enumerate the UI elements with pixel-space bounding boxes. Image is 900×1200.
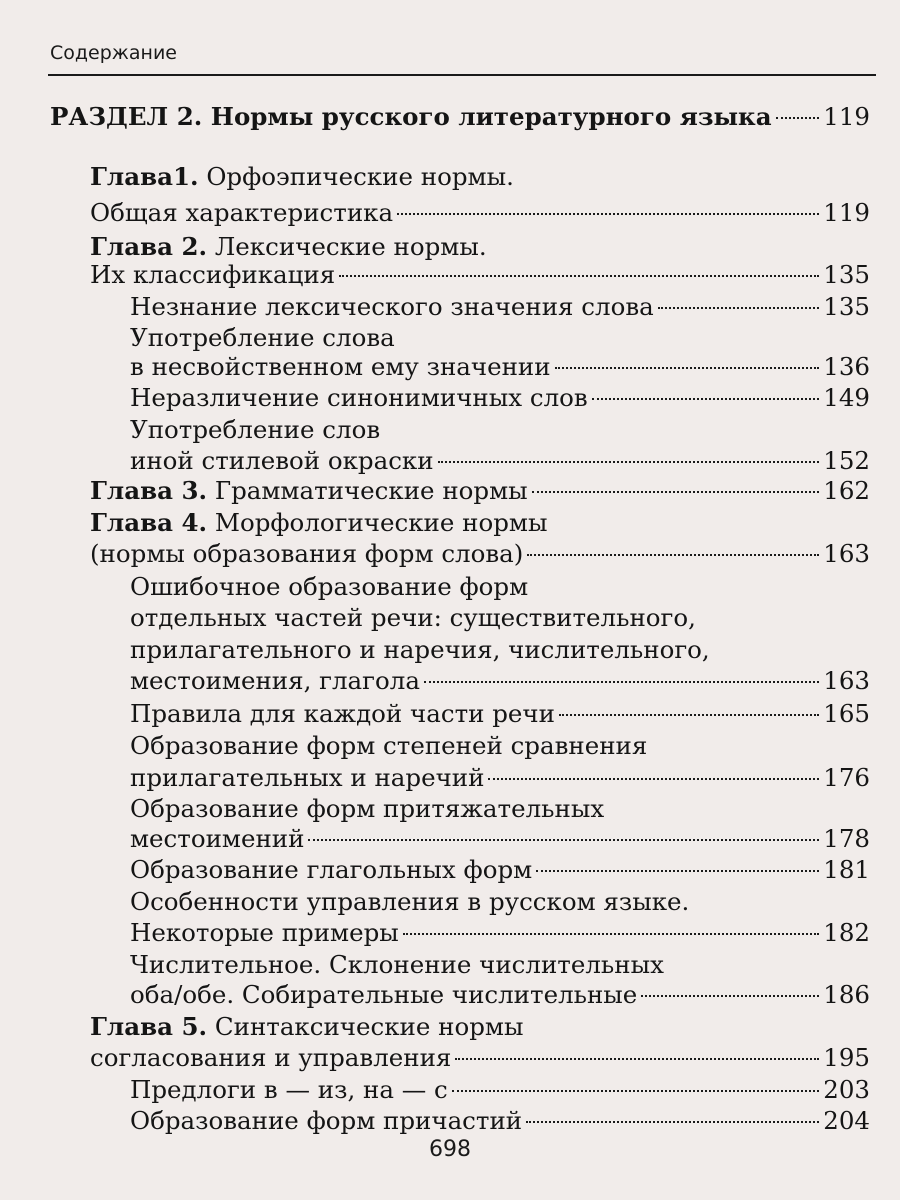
toc-entry-text: Употребление слова — [130, 323, 395, 352]
toc-page-number: 163 — [823, 539, 870, 568]
leader-dots — [641, 994, 819, 997]
toc-entry — [130, 413, 380, 447]
running-title: Содержание — [50, 42, 177, 64]
toc-page-number: 119 — [823, 102, 870, 131]
leader-dots — [536, 869, 819, 872]
toc-entry-chapter — [90, 1010, 523, 1044]
leader-dots — [438, 460, 820, 463]
leader-dots — [455, 1057, 819, 1060]
toc-entry-text: местоимения, глагола — [130, 666, 420, 695]
toc-page-number: 181 — [823, 855, 870, 884]
toc-page-number: 178 — [823, 824, 870, 853]
toc-entry-text: прилагательных и наречий — [130, 763, 485, 792]
toc-entry-text: согласования и управления — [90, 1043, 452, 1072]
toc-page-number: 203 — [823, 1075, 870, 1104]
toc-entry-text: Незнание лексического значения слова — [130, 292, 654, 321]
toc-page-number: 119 — [823, 198, 870, 227]
toc-page-number: 186 — [823, 980, 870, 1009]
toc-entry — [90, 537, 870, 571]
header-rule — [48, 74, 876, 76]
toc-entry-text: Предлоги в — из, на — с — [130, 1075, 448, 1104]
toc-page-number: 162 — [823, 476, 870, 505]
toc-entry-text: Их классификация — [90, 260, 336, 289]
toc-entry — [130, 290, 870, 324]
toc-entry-text: Образование форм степеней сравнения — [130, 731, 648, 760]
toc-page-number: 152 — [823, 446, 870, 475]
toc-page-number: 204 — [823, 1106, 870, 1135]
toc-entry-text: оба/обе. Собирательные числительные — [130, 980, 638, 1009]
toc-entry — [90, 1041, 870, 1075]
toc-entry-text: Глава 5. Синтаксические нормы — [90, 1012, 524, 1041]
toc-entry-chapter — [90, 506, 547, 540]
toc-entry — [130, 381, 870, 415]
toc-entry — [130, 822, 870, 856]
leader-dots — [488, 777, 819, 780]
toc-page-number: 182 — [823, 918, 870, 947]
toc-entry — [130, 570, 528, 604]
toc-entry-text: Особенности управления в русском языке. — [130, 887, 690, 916]
toc-entry-text: иной стилевой окраски — [130, 446, 434, 475]
toc-entry-text: РАЗДЕЛ 2. Нормы русского литературного языка — [50, 102, 772, 131]
toc-entry — [130, 350, 870, 384]
leader-dots — [776, 116, 820, 119]
toc-entry-text: Глава 3. Грамматические нормы — [90, 476, 528, 505]
toc-entry-text: местоимений — [130, 824, 305, 853]
leader-dots — [527, 553, 819, 556]
toc-entry — [130, 761, 870, 795]
toc-entry-chapter — [90, 160, 514, 194]
toc-entry — [130, 601, 696, 635]
toc-entry-text: Образование форм притяжательных — [130, 794, 605, 823]
leader-dots — [526, 1120, 819, 1123]
toc-entry-text: Глава 4. Морфологические нормы — [90, 508, 548, 537]
toc-entry — [90, 258, 870, 292]
leader-dots — [555, 366, 820, 369]
toc-entry-text: отдельных частей речи: существительного, — [130, 603, 696, 632]
toc-entry-text: в несвойственном ему значении — [130, 352, 551, 381]
toc-page-number: 165 — [823, 699, 870, 728]
leader-dots — [308, 838, 819, 841]
toc-entry-chapter — [90, 474, 870, 508]
leader-dots — [397, 212, 819, 215]
toc-entry — [130, 853, 870, 887]
toc-entry — [130, 792, 604, 826]
toc-entry — [130, 885, 689, 919]
toc-entry-text: Неразличение синонимичных слов — [130, 383, 588, 412]
leader-dots — [424, 680, 819, 683]
toc-entry — [130, 1104, 870, 1138]
leader-dots — [658, 306, 820, 309]
page-number: 698 — [429, 1137, 471, 1162]
toc-entry — [130, 444, 870, 478]
toc-page-number: 135 — [823, 260, 870, 289]
toc-entry-text: Образование глагольных форм — [130, 855, 533, 884]
toc-entry-text: Некоторые примеры — [130, 918, 399, 947]
toc-entry — [90, 196, 870, 230]
toc-page-number: 149 — [823, 383, 870, 412]
toc-page-number: 195 — [823, 1043, 870, 1072]
toc-entry — [130, 916, 870, 950]
toc-entry-text: Числительное. Склонение числительных — [130, 950, 664, 979]
leader-dots — [339, 274, 819, 277]
toc-page-number: 176 — [823, 763, 870, 792]
leader-dots — [532, 490, 820, 493]
toc-entry-text: Общая характеристика — [90, 198, 394, 227]
leader-dots — [559, 713, 819, 716]
toc-entry — [130, 633, 710, 667]
toc-entry — [130, 1073, 870, 1107]
leader-dots — [592, 397, 820, 400]
toc-entry-section — [50, 100, 870, 134]
toc-entry — [130, 978, 870, 1012]
toc-entry-text: Употребление слов — [130, 415, 381, 444]
toc-page-number: 163 — [823, 666, 870, 695]
toc-entry — [130, 697, 870, 731]
toc-page-number: 135 — [823, 292, 870, 321]
toc-entry-text: Глава1. Орфоэпические нормы. — [90, 162, 514, 191]
toc-page-number: 136 — [823, 352, 870, 381]
toc-entry-text: Правила для каждой части речи — [130, 699, 555, 728]
toc-entry-text: (нормы образования форм слова) — [90, 539, 524, 568]
toc-entry — [130, 664, 870, 698]
toc-entry-text: прилагательного и наречия, числительного, — [130, 635, 710, 664]
toc-entry-text: Ошибочное образование форм — [130, 572, 529, 601]
toc-entry — [130, 729, 647, 763]
leader-dots — [403, 932, 819, 935]
toc-entry-text: Образование форм причастий — [130, 1106, 523, 1135]
toc-entry — [130, 948, 664, 982]
toc-entry-text: Глава 2. Лексические нормы. — [90, 232, 487, 261]
leader-dots — [452, 1089, 819, 1092]
